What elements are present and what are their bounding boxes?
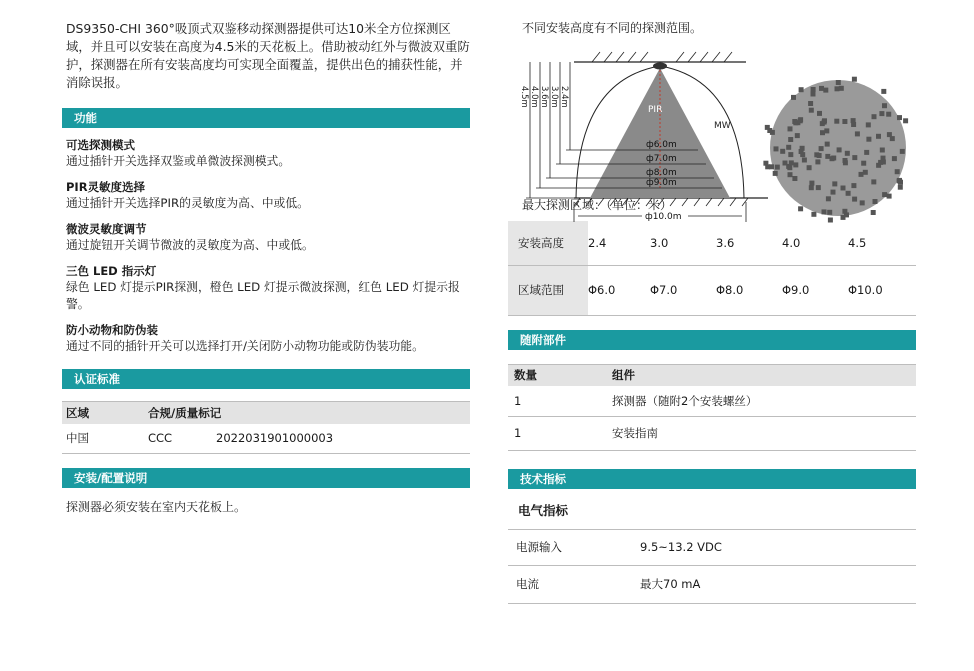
coverage-dot <box>811 212 816 217</box>
coverage-dot <box>822 209 827 214</box>
coverage-dot <box>879 111 884 116</box>
cert-table <box>62 401 470 454</box>
area-caption: 最大探测区域：（单位：米） <box>522 198 673 212</box>
parts-item: 探测器（随附2个安装螺丝） <box>612 386 916 416</box>
coverage-dot <box>808 101 813 106</box>
area-height-value: 3.6 <box>716 221 782 265</box>
coverage-dot <box>836 80 841 85</box>
coverage-dot <box>831 190 836 195</box>
spec-value: 最大70 mA <box>640 577 701 591</box>
spec-value: 9.5~13.2 VDC <box>640 540 722 554</box>
install-text: 探测器必须安装在室内天花板上。 <box>66 500 247 514</box>
coverage-dot <box>827 210 832 215</box>
coverage-dot <box>783 161 788 166</box>
parts-header-qty: 数量 <box>508 364 612 386</box>
coverage-dot <box>822 118 827 123</box>
coverage-dot <box>895 169 900 174</box>
spec-heading: 技术指标 <box>508 469 916 489</box>
coverage-dot <box>871 210 876 215</box>
area-range-value: Φ10.0 <box>848 265 916 315</box>
coverage-dot <box>842 209 847 214</box>
coverage-dot <box>860 200 865 205</box>
feature-item <box>66 180 470 212</box>
coverage-dot <box>835 86 840 91</box>
feature-item <box>66 138 470 170</box>
ceiling-line <box>574 52 746 62</box>
coverage-dot <box>765 125 770 130</box>
coverage-dot <box>880 148 885 153</box>
parts-item: 安装指南 <box>612 416 916 450</box>
area-range-value: Φ8.0 <box>716 265 782 315</box>
coverage-dot <box>817 111 822 116</box>
area-range-value: Φ6.0 <box>588 265 650 315</box>
coverage-dot <box>859 172 864 177</box>
coverage-dot <box>788 137 793 142</box>
coverage-dot <box>851 118 856 123</box>
height-label: 4.0m <box>529 86 539 108</box>
coverage-dot <box>819 146 824 151</box>
cert-heading: 认证标准 <box>62 369 470 389</box>
coverage-dot <box>807 165 812 170</box>
detector-icon <box>653 63 667 70</box>
coverage-dot <box>900 149 905 154</box>
coverage-dot <box>882 192 887 197</box>
coverage-dot <box>866 122 871 127</box>
coverage-dot <box>878 160 883 165</box>
feature-desc: 通过旋钮开关调节微波的灵敏度为高、中或低。 <box>66 238 314 252</box>
area-table <box>508 221 916 316</box>
coverage-dot <box>832 181 837 186</box>
coverage-dot <box>811 92 816 97</box>
cert-region: 中国 <box>62 424 148 454</box>
coverage-dot <box>852 155 857 160</box>
coverage-dot <box>886 112 891 117</box>
coverage-dot <box>887 194 892 199</box>
coverage-dot <box>882 103 887 108</box>
coverage-dot <box>799 87 804 92</box>
coverage-dot <box>897 178 902 183</box>
area-range-value: Φ7.0 <box>650 265 716 315</box>
coverage-dot <box>792 119 797 124</box>
coverage-dot <box>786 145 791 150</box>
coverage-dot <box>773 171 778 176</box>
coverage-dot <box>834 119 839 124</box>
coverage-dot <box>851 183 856 188</box>
spec-label: 电源输入 <box>516 540 562 554</box>
feature-desc: 通过插针开关选择PIR的灵敏度为高、中或低。 <box>66 196 309 210</box>
feature-title: 三色 LED 指示灯 <box>66 264 157 278</box>
coverage-dot <box>881 156 886 161</box>
coverage-dot <box>898 185 903 190</box>
feature-item <box>66 222 470 254</box>
coverage-dot <box>791 95 796 100</box>
height-label: 4.5m <box>519 86 529 108</box>
coverage-dot <box>897 115 902 120</box>
coverage-dot <box>828 218 833 223</box>
coverage-dot <box>789 160 794 165</box>
coverage-dot <box>873 199 878 204</box>
features-heading: 功能 <box>62 108 470 128</box>
coverage-dot <box>843 158 848 163</box>
coverage-dot <box>852 197 857 202</box>
coverage-dot <box>842 119 847 124</box>
spec-label: 电流 <box>516 577 539 591</box>
coverage-dot <box>876 134 881 139</box>
area-height-value: 4.0 <box>782 221 848 265</box>
area-height-label: 安装高度 <box>508 221 588 265</box>
cert-header-region: 区域 <box>62 402 148 424</box>
coverage-diagram <box>508 40 916 222</box>
range-label: ф7.0m <box>646 154 677 164</box>
height-label: 3.0m <box>549 86 559 108</box>
coverage-dot <box>872 114 877 119</box>
feature-title: 防小动物和防伪装 <box>66 323 158 337</box>
coverage-dot <box>798 118 803 123</box>
intro-paragraph: DS9350-CHI 360°吸顶式双鉴移动探测器提供可达10米全方位探测区域，并且可以安装在高度为4.5米的天花板上。借助被动红外与微波双重防护，探测器在所有安装高度均可实现全面覆盖，提供出色的捕获性能，并消除误报。 <box>66 21 470 90</box>
coverage-dot <box>839 86 844 91</box>
coverage-dot <box>793 162 798 167</box>
coverage-dot <box>903 118 908 123</box>
coverage-dot <box>809 181 814 186</box>
area-range-label: 区域范围 <box>508 265 588 315</box>
coverage-dot <box>825 142 830 147</box>
feature-title: 可选探测模式 <box>66 138 135 152</box>
range-label: ф6.0m <box>646 140 677 150</box>
coverage-dot <box>846 191 851 196</box>
coverage-dot <box>826 196 831 201</box>
coverage-dot <box>798 206 803 211</box>
coverage-dot <box>811 87 816 92</box>
coverage-dot <box>802 158 807 163</box>
pir-label: PIR <box>648 105 663 115</box>
feature-title: 微波灵敏度调节 <box>66 222 147 236</box>
coverage-dot <box>774 146 779 151</box>
coverage-dot <box>788 172 793 177</box>
coverage-dot <box>815 159 820 164</box>
coverage-dot <box>795 133 800 138</box>
feature-title: PIR灵敏度选择 <box>66 180 146 194</box>
coverage-dot <box>799 149 804 154</box>
coverage-dot <box>763 161 768 166</box>
coverage-dot <box>852 77 857 82</box>
feature-desc: 绿色 LED 灯提示PIR探测，橙色 LED 灯提示微波探测，红色 LED 灯提示报警。 <box>66 280 460 311</box>
coverage-dot <box>841 186 846 191</box>
diagram-caption: 不同安装高度有不同的探测范围。 <box>522 21 703 35</box>
feature-item <box>66 323 470 355</box>
area-height-value: 3.0 <box>650 221 716 265</box>
height-label: 2.4m <box>559 86 569 108</box>
cert-mark: CCC <box>148 424 216 454</box>
coverage-dot <box>892 156 897 161</box>
area-height-value: 2.4 <box>588 221 650 265</box>
coverage-dot <box>887 132 892 137</box>
range-label: ф8.0m <box>646 168 677 178</box>
coverage-dot <box>809 185 814 190</box>
coverage-dot <box>792 176 797 181</box>
range-label: ф9.0m <box>646 178 677 188</box>
spec-table <box>508 529 916 604</box>
coverage-dot <box>866 137 871 142</box>
coverage-dot <box>819 86 824 91</box>
cert-number: 2022031901000003 <box>216 424 470 454</box>
coverage-dot <box>871 179 876 184</box>
left-column <box>62 20 470 516</box>
coverage-dot <box>809 108 814 113</box>
coverage-dot <box>787 165 792 170</box>
parts-header-item: 组件 <box>612 364 916 386</box>
parts-heading: 随附部件 <box>508 330 916 350</box>
area-range-value: Φ9.0 <box>782 265 848 315</box>
coverage-dot <box>855 131 860 136</box>
cert-header-mark: 合规/质量标记 <box>148 402 470 424</box>
parts-table <box>508 364 916 451</box>
height-label: 3.6m <box>539 86 549 108</box>
coverage-dot <box>788 126 793 131</box>
coverage-dot <box>780 149 785 154</box>
coverage-dot <box>816 185 821 190</box>
area-height-value: 4.5 <box>848 221 916 265</box>
feature-desc: 通过不同的插针开关可以选择打开/关闭防小动物功能或防伪装功能。 <box>66 339 424 353</box>
coverage-dot <box>820 130 825 135</box>
feature-item <box>66 264 470 313</box>
parts-qty: 1 <box>508 416 612 450</box>
total-range-label: ф10.0m <box>645 212 682 222</box>
coverage-dot <box>881 89 886 94</box>
coverage-dot <box>823 88 828 93</box>
parts-qty: 1 <box>508 386 612 416</box>
install-heading: 安装/配置说明 <box>62 468 470 488</box>
coverage-dot <box>845 151 850 156</box>
coverage-dot <box>775 165 780 170</box>
mw-label: MW <box>714 121 731 131</box>
coverage-dot <box>824 128 829 133</box>
spec-subheading: 电气指标 <box>518 502 569 518</box>
right-column <box>508 20 916 604</box>
coverage-dot <box>788 152 793 157</box>
feature-desc: 通过插针开关选择双鉴或单微波探测模式。 <box>66 154 291 168</box>
coverage-dot <box>825 154 830 159</box>
coverage-dot <box>837 147 842 152</box>
coverage-dot <box>817 153 822 158</box>
coverage-dot <box>863 170 868 175</box>
coverage-dot <box>861 161 866 166</box>
coverage-dot <box>864 150 869 155</box>
